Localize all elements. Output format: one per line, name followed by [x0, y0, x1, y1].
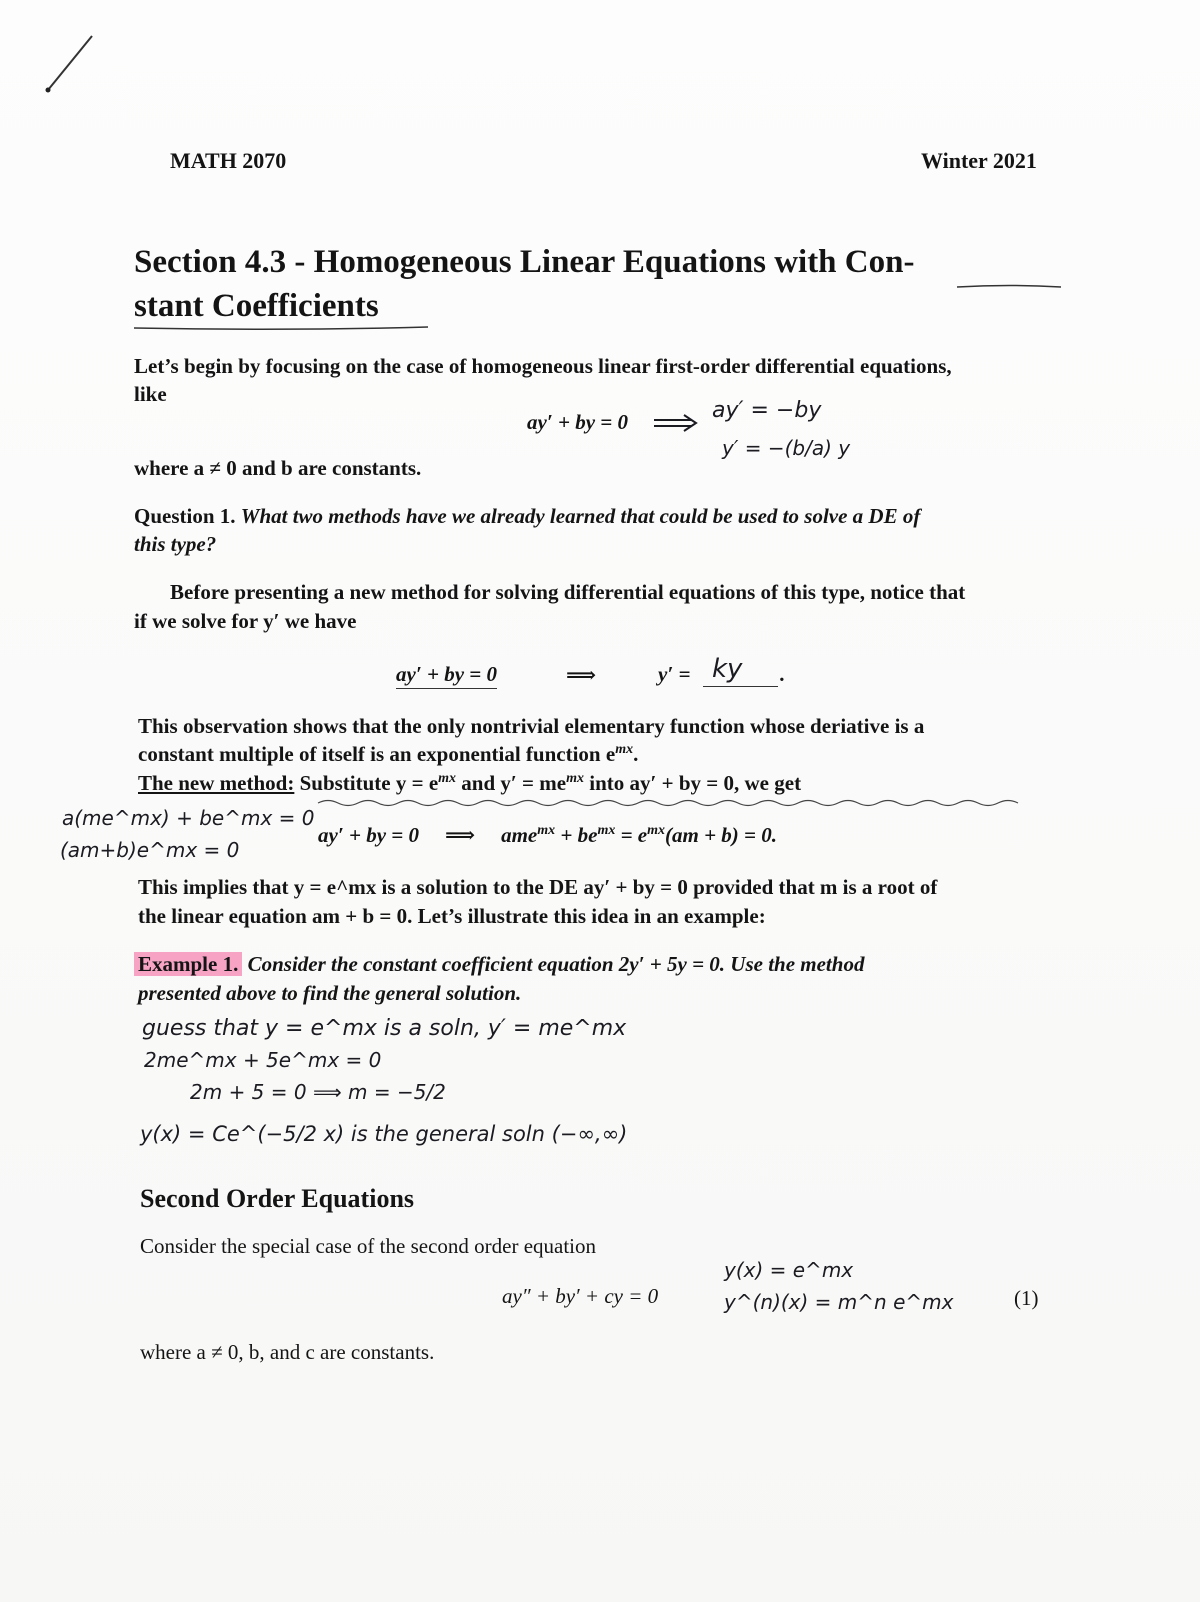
sub-eq-b: ame	[501, 823, 538, 847]
example-1-label: Example 1.	[134, 952, 242, 976]
title-underline-2	[955, 283, 1065, 291]
note-general: y(x) = Ce^(−5/2 x) is the general soln (−∞,∞)	[140, 1122, 628, 1146]
sub-eq-c: + be	[555, 823, 598, 847]
new-method-label: The new method:	[138, 771, 295, 795]
implication-line-1: This implies that y = e^mx is a solution to the DE ay′ + by = 0 provided that m is a root of	[138, 875, 938, 899]
observation-sup: mx	[615, 742, 634, 757]
course-code: MATH 2070	[170, 148, 287, 173]
second-order-equation: ay″ + by′ + cy = 0	[502, 1284, 659, 1308]
example-1	[134, 950, 864, 979]
sub-eq-sup2: mx	[597, 823, 616, 838]
note-guess: guess that y = e^mx is a soln, y′ = me^mx	[142, 1016, 627, 1041]
method-sup-1: mx	[438, 771, 457, 786]
note-ansatz: y(x) = e^mx	[724, 1258, 854, 1282]
note-ky: ky	[712, 654, 743, 684]
para2-eq-right: y′ =	[658, 662, 691, 686]
observation-end: .	[633, 742, 639, 766]
note-solve-1: ay′ = −by	[712, 398, 822, 423]
example-1-line-2: presented above to find the general solution.	[138, 981, 522, 1005]
wavy-underline	[316, 797, 1026, 809]
observation-line-1: This observation shows that the only nontrivial elementary function whose deriative is a	[138, 714, 925, 738]
pen-mark-icon	[40, 30, 100, 100]
sub-eq-sup1: mx	[537, 823, 556, 838]
note-margin-1: a(me^mx) + be^mx = 0	[62, 806, 315, 830]
question-1-line-2: this type?	[134, 532, 217, 556]
para2-arrow: ⟹	[566, 663, 597, 687]
question-1	[134, 502, 920, 531]
title-underline	[132, 324, 432, 332]
note-solve-2: y′ = −(b/a) y	[722, 436, 851, 460]
question-1-label: Question 1.	[134, 504, 236, 528]
intro-line-1: Let’s begin by focusing on the case of homogeneous linear first-order differential equations,	[134, 354, 952, 378]
substitution-equation	[318, 822, 777, 848]
method-part-a: Substitute y = e	[299, 771, 439, 795]
note-margin-2: (am+b)e^mx = 0	[60, 838, 240, 862]
section-title-line-2: stant Coefficients	[134, 288, 379, 324]
sub-eq-sup3: mx	[647, 823, 666, 838]
example-1-text: Consider the constant coefficient equation 2y′ + 5y = 0. Use the method	[247, 952, 865, 976]
sub-eq-d: = e	[615, 823, 648, 847]
note-derivative: y^(n)(x) = m^n e^mx	[724, 1290, 954, 1314]
term: Winter 2021	[921, 148, 1037, 173]
implication-line-2: the linear equation am + b = 0. Let’s illustrate this idea in an example:	[138, 904, 766, 928]
method-sup-2: mx	[566, 771, 584, 786]
para2-eq-left: ay′ + by = 0	[396, 662, 497, 689]
sub-eq-a: ay′ + by = 0	[318, 823, 419, 847]
section-heading: Second Order Equations	[140, 1184, 415, 1213]
method-part-b: and y′ = me	[456, 771, 567, 795]
method-part-c: into ay′ + by = 0, we get	[583, 771, 802, 795]
note-sub: 2me^mx + 5e^mx = 0	[144, 1048, 382, 1072]
section-title-line-1: Section 4.3 - Homogeneous Linear Equations with Con-	[134, 244, 915, 280]
para2-line-1: Before presenting a new method for solving differential equations of this type, notice that	[170, 580, 966, 604]
implies-arrow-icon	[652, 414, 700, 434]
observation-text: constant multiple of itself is an exponential function e	[138, 742, 616, 766]
question-1-text: What two methods have we already learned that could be used to solve a DE of	[240, 504, 921, 528]
para2-line-2: if we solve for y′ we have	[134, 609, 357, 633]
observation-line-2	[138, 740, 638, 769]
para2-period: .	[780, 662, 786, 686]
new-method-line	[138, 769, 801, 798]
intro-line-2: like	[134, 382, 167, 406]
intro-equation: ay′ + by = 0	[527, 410, 628, 434]
note-root: 2m + 5 = 0 ⟹ m = −5/2	[190, 1080, 446, 1104]
second-order-where: where a ≠ 0, b, and c are constants.	[140, 1340, 435, 1364]
blank-line	[703, 686, 778, 687]
equation-number: (1)	[1014, 1286, 1039, 1310]
sub-eq-arrow: ⟹	[444, 823, 476, 847]
second-order-intro: Consider the special case of the second order equation	[140, 1234, 597, 1258]
intro-where: where a ≠ 0 and b are constants.	[134, 456, 422, 480]
sub-eq-e: (am + b) = 0.	[665, 823, 778, 847]
